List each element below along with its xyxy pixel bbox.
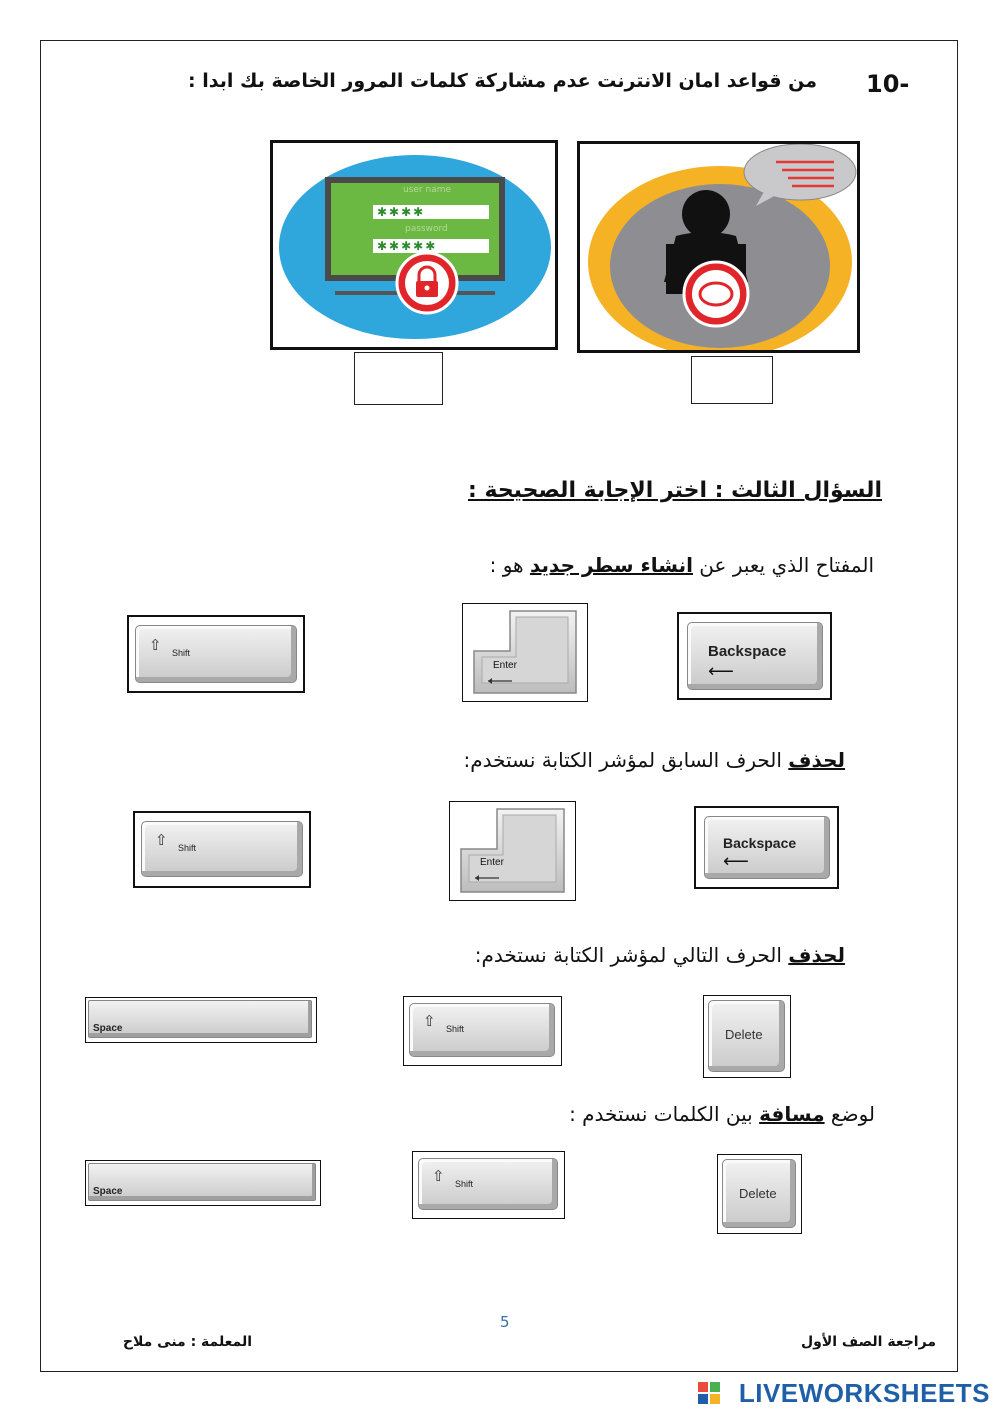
shift-key xyxy=(418,1158,558,1210)
q1-bold: انشاء سطر جديد xyxy=(529,553,693,577)
question-10-text: من قواعد امان الانترنت عدم مشاركة كلمات المرور الخاصة بك ابدا : xyxy=(188,70,817,92)
q1-option-shift[interactable] xyxy=(127,615,305,693)
question-number: 10- xyxy=(866,70,910,98)
enter-key-label: Enter xyxy=(493,660,517,671)
password-stars: ✱✱✱✱✱ xyxy=(377,239,438,253)
question-2-prompt xyxy=(463,748,845,772)
shift-key-label: Shift xyxy=(455,1179,474,1189)
section-title: السؤال الثالث : اختر الإجابة الصحيحة : xyxy=(468,478,882,503)
space-key xyxy=(88,1163,316,1201)
question-4-prompt xyxy=(569,1102,875,1126)
q2-option-enter[interactable] xyxy=(449,801,576,901)
q4-pre: لوضع xyxy=(824,1102,875,1126)
q4-post: بين الكلمات نستخدم : xyxy=(569,1102,760,1126)
delete-key xyxy=(708,1000,785,1072)
space-key xyxy=(88,1000,312,1038)
teacher-name: المعلمة : منى ملاح xyxy=(122,1334,252,1350)
answer-box-1[interactable] xyxy=(354,352,443,405)
enter-key-label: Enter xyxy=(480,857,504,868)
username-label: user name xyxy=(403,185,452,195)
q3-post: الحرف التالي لمؤشر الكتابة نستخدم: xyxy=(474,943,789,967)
q3-option-delete[interactable] xyxy=(703,995,791,1078)
left-arrow-icon: ⟵ xyxy=(723,851,749,872)
q4-bold: مسافة xyxy=(759,1102,825,1126)
delete-key-label: Delete xyxy=(725,1027,763,1042)
q4-option-space[interactable] xyxy=(85,1160,321,1206)
password-login-image xyxy=(270,140,558,350)
shift-arrow-icon: ⇧ xyxy=(423,1012,436,1030)
answer-box-2[interactable] xyxy=(691,356,773,404)
password-label: password xyxy=(405,224,448,234)
q2-option-backspace[interactable] xyxy=(694,806,839,889)
brand-name[interactable]: LIVEWORKSHEETS xyxy=(738,1378,990,1408)
shift-key-label: Shift xyxy=(172,648,191,658)
q3-option-space[interactable] xyxy=(85,997,317,1043)
question-1-prompt xyxy=(490,553,874,577)
space-key-label: Space xyxy=(93,1023,123,1034)
q1-post: هو : xyxy=(489,553,530,577)
backspace-key xyxy=(704,816,830,879)
person-sharing-image xyxy=(577,141,860,353)
username-stars: ✱✱✱✱ xyxy=(377,205,426,219)
backspace-key xyxy=(687,622,823,690)
delete-key xyxy=(722,1159,796,1228)
shift-arrow-icon: ⇧ xyxy=(155,831,168,849)
shift-key xyxy=(135,625,297,683)
liveworksheets-logo-icon xyxy=(698,1382,720,1404)
shift-arrow-icon: ⇧ xyxy=(432,1167,445,1185)
q1-pre: المفتاح الذي يعبر عن xyxy=(692,553,874,577)
backspace-key-label: Backspace xyxy=(708,643,787,660)
q2-post: الحرف السابق لمؤشر الكتابة نستخدم: xyxy=(463,748,789,772)
backspace-key-label: Backspace xyxy=(723,835,797,851)
space-key-label: Space xyxy=(93,1186,123,1197)
q2-bold: لحذف xyxy=(788,748,845,772)
question-3-prompt xyxy=(475,943,845,967)
shift-key-label: Shift xyxy=(178,843,197,853)
person-illustration xyxy=(580,144,857,350)
left-arrow-icon: ⟵ xyxy=(708,661,734,682)
shift-key xyxy=(141,821,303,877)
delete-key-label: Delete xyxy=(739,1186,777,1201)
page-number: 5 xyxy=(500,1313,510,1331)
shift-key xyxy=(409,1003,555,1057)
q4-option-delete[interactable] xyxy=(717,1154,802,1234)
enter-key-shape xyxy=(464,605,584,699)
shift-key-label: Shift xyxy=(446,1024,465,1034)
shift-arrow-icon: ⇧ xyxy=(149,636,162,654)
enter-key-shape xyxy=(451,803,572,898)
q3-option-shift[interactable] xyxy=(403,996,562,1066)
q3-bold: لحذف xyxy=(788,943,845,967)
q1-option-enter[interactable] xyxy=(462,603,588,702)
review-label: مراجعة الصف الأول xyxy=(800,1334,936,1350)
q1-option-backspace[interactable] xyxy=(677,612,832,700)
q4-option-shift[interactable] xyxy=(412,1151,565,1219)
q2-option-shift[interactable] xyxy=(133,811,311,888)
